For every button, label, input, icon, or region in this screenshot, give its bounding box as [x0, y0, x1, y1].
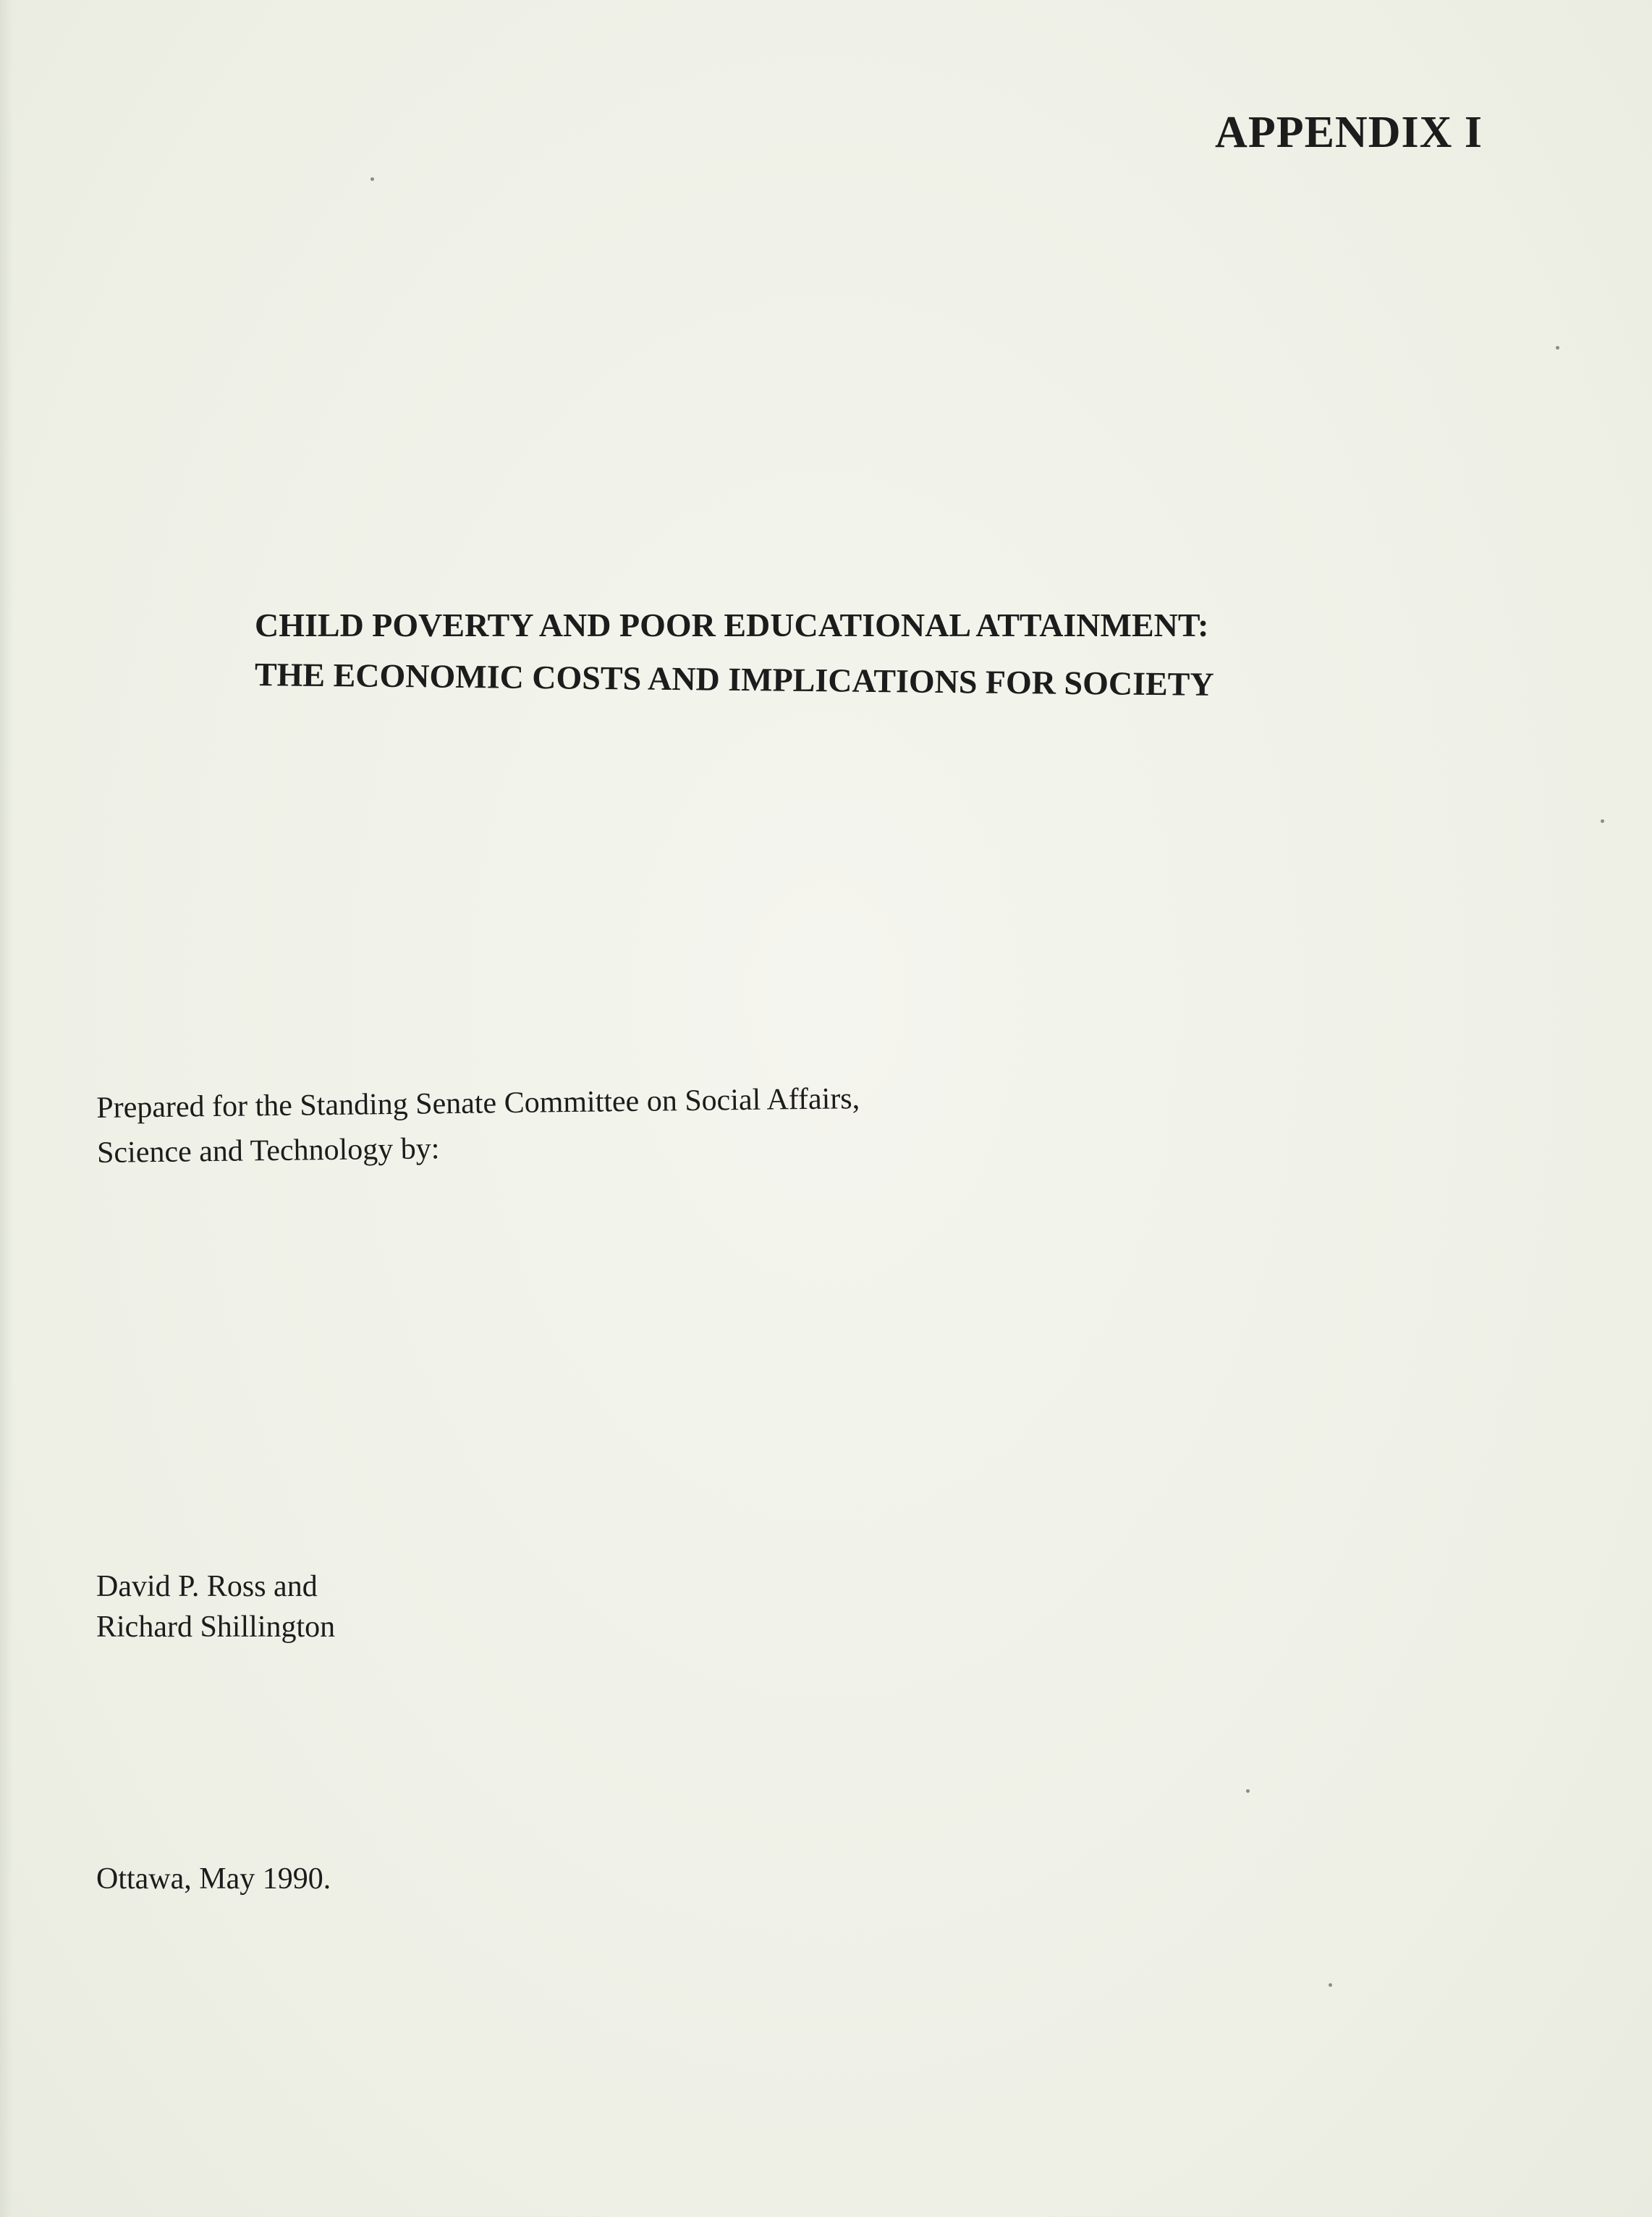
page-edge-shadow [0, 0, 13, 2217]
dateline: Ottawa, May 1990. [96, 1862, 331, 1896]
authors-block [96, 1566, 335, 1647]
paper-speck [1329, 1983, 1332, 1987]
prepared-for-statement [96, 1073, 1110, 1175]
author-line-1: David P. Ross and [96, 1570, 318, 1603]
prepared-for-line-1: Prepared for the Standing Senate Committee on Social Affairs, [96, 1082, 860, 1125]
report-title-line-2: THE ECONOMIC COSTS AND IMPLICATIONS FOR SOCIETY [254, 656, 1214, 703]
paper-speck [1556, 346, 1559, 350]
paper-speck [1601, 819, 1604, 823]
prepared-for-line-2: Science and Technology by: [96, 1132, 440, 1170]
report-title [254, 601, 1340, 703]
paper-speck [370, 177, 374, 181]
appendix-heading: APPENDIX I [1215, 108, 1483, 157]
report-title-line-1: CHILD POVERTY AND POOR EDUCATIONAL ATTAINMENT: [255, 607, 1209, 643]
paper-speck [1246, 1789, 1250, 1793]
author-line-2: Richard Shillington [96, 1610, 336, 1644]
